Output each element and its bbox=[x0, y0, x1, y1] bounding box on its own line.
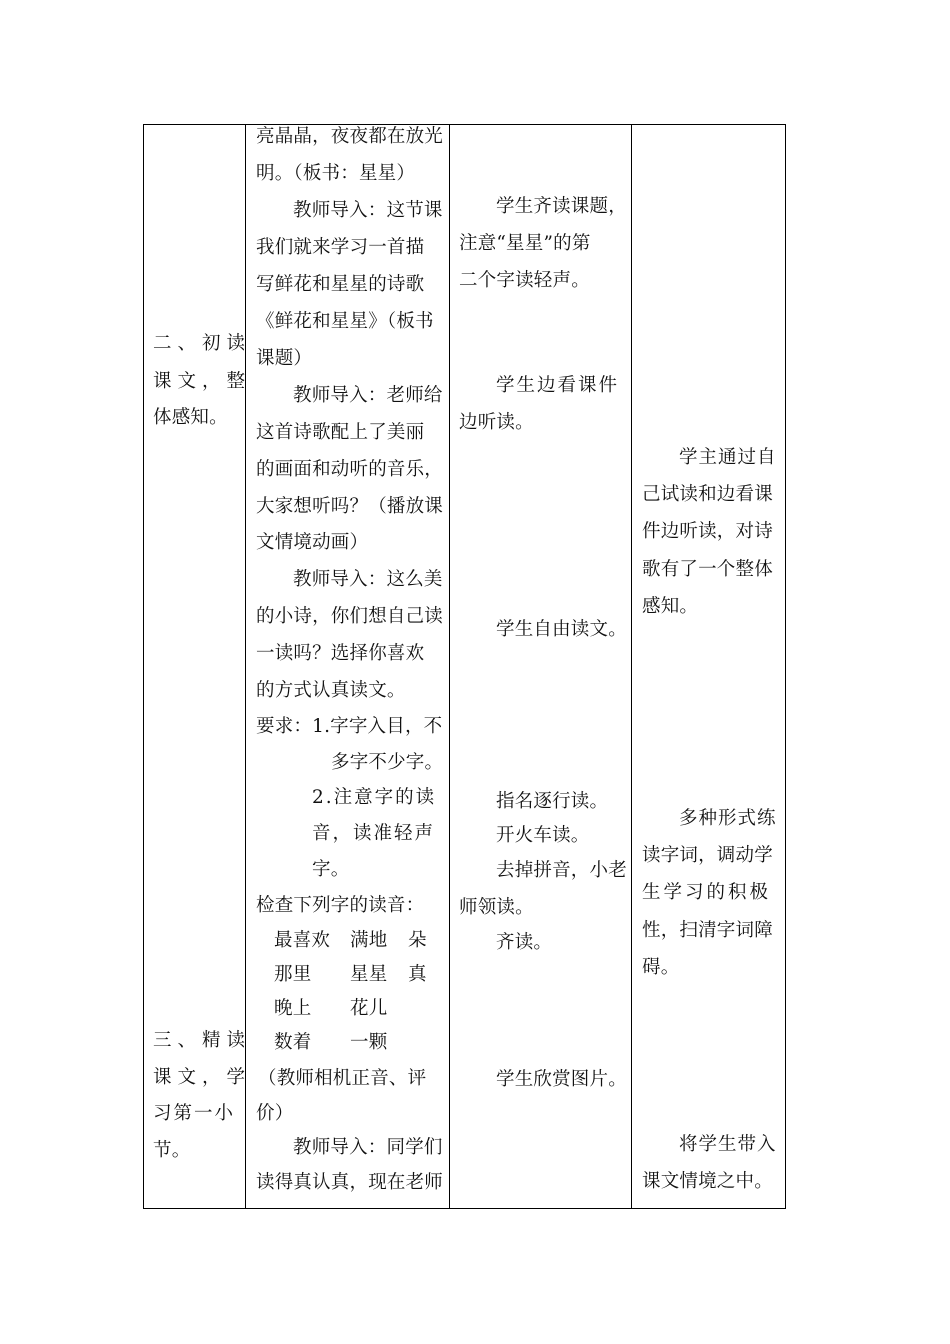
student-text: 边听读。 bbox=[459, 412, 534, 433]
word-item: 一颗 bbox=[350, 1032, 388, 1053]
intent-text: 己试读和边看课 bbox=[642, 484, 773, 505]
teacher-text: 价） bbox=[256, 1103, 294, 1124]
intent-text: 生学习的积极 bbox=[642, 882, 772, 903]
word-item: 朵 bbox=[408, 930, 427, 951]
teacher-text: 2.注意字的读 bbox=[312, 787, 437, 808]
teacher-text: 这首诗歌配上了美丽 bbox=[256, 422, 425, 443]
word-item: 星星 bbox=[350, 964, 388, 985]
teacher-text: 文情境动画） bbox=[256, 532, 369, 553]
student-text: 学生齐读课题， bbox=[496, 196, 627, 217]
student-text: 去掉拼音，小老 bbox=[496, 860, 627, 881]
column-divider bbox=[449, 124, 450, 1209]
student-text: 指名逐行读。 bbox=[496, 791, 609, 812]
word-item: 最喜欢 bbox=[274, 930, 331, 951]
teacher-text: 要求：1.字字入目，不 bbox=[256, 716, 443, 737]
teacher-text: 教师导入：这么美 bbox=[293, 569, 443, 590]
word-item: 晚上 bbox=[274, 998, 312, 1019]
teacher-text: 课题） bbox=[256, 348, 313, 369]
teacher-text: 我们就来学习一首描 bbox=[256, 237, 425, 258]
teacher-text: 写鲜花和星星的诗歌 bbox=[256, 274, 425, 295]
intent-text: 歌有了一个整体 bbox=[642, 559, 773, 580]
teacher-text: 的方式认真读文。 bbox=[256, 680, 406, 701]
teacher-text: 的小诗，你们想自己读 bbox=[256, 606, 444, 627]
intent-text: 读字词，调动学 bbox=[642, 845, 773, 866]
intent-text: 感知。 bbox=[642, 596, 699, 617]
section-heading-2-line3: 体感知。 bbox=[153, 407, 228, 428]
intent-text: 学主通过自 bbox=[679, 447, 777, 468]
word-item: 那里 bbox=[274, 964, 312, 985]
word-item: 真 bbox=[408, 964, 427, 985]
intent-text: 多种形式练 bbox=[679, 808, 777, 829]
teacher-text: 音，读准轻声 bbox=[312, 823, 436, 844]
column-divider bbox=[631, 124, 632, 1209]
teacher-text: 大家想听吗？（播放课 bbox=[256, 496, 444, 517]
section-heading-3-line2: 课文，学 bbox=[153, 1067, 252, 1088]
student-text: 二个字读轻声。 bbox=[459, 270, 590, 291]
student-text: 学生自由读文。 bbox=[496, 619, 627, 640]
word-item: 数着 bbox=[274, 1032, 312, 1053]
section-heading-3-line3: 习第一小 bbox=[153, 1103, 236, 1124]
teacher-text: （教师相机正音、评 bbox=[258, 1068, 427, 1089]
teacher-text: 字。 bbox=[312, 859, 350, 880]
teacher-text: 的画面和动听的音乐， bbox=[256, 459, 444, 480]
teacher-text: 教师导入：同学们 bbox=[293, 1137, 443, 1158]
section-heading-2-line1: 二、初读 bbox=[153, 333, 252, 354]
teacher-text: 多字不少字。 bbox=[331, 752, 444, 773]
word-item: 满地 bbox=[350, 930, 388, 951]
student-text: 学生边看课件 bbox=[496, 375, 620, 396]
teacher-text: 教师导入：这节课 bbox=[293, 200, 443, 221]
section-heading-2-line2: 课文，整 bbox=[153, 371, 252, 392]
student-text: 齐读。 bbox=[496, 932, 553, 953]
student-text: 师领读。 bbox=[459, 897, 534, 918]
intent-text: 性，扫清字词障 bbox=[642, 920, 773, 941]
section-heading-3-line4: 节。 bbox=[153, 1140, 191, 1161]
intent-text: 碍。 bbox=[642, 957, 680, 978]
student-text: 学生欣赏图片。 bbox=[496, 1069, 627, 1090]
student-text: 开火车读。 bbox=[496, 825, 590, 846]
student-text: 注意“星星”的第 bbox=[459, 233, 591, 254]
teacher-text: 检查下列字的读音： bbox=[256, 895, 425, 916]
intent-text: 课文情境之中。 bbox=[642, 1171, 773, 1192]
intent-text: 件边听读，对诗 bbox=[642, 521, 773, 542]
teacher-text: 教师导入：老师给 bbox=[293, 385, 443, 406]
teacher-text: 一读吗？选择你喜欢 bbox=[256, 643, 425, 664]
teacher-text: 读得真认真，现在老师 bbox=[256, 1172, 444, 1193]
teacher-text: 《鲜花和星星》（板书 bbox=[256, 311, 434, 332]
section-heading-3-line1: 三、精读 bbox=[153, 1030, 252, 1051]
intent-text: 将学生带入 bbox=[679, 1134, 777, 1155]
teacher-text: 亮晶晶，夜夜都在放光 bbox=[256, 126, 444, 147]
teacher-text: 明。（板书：星星） bbox=[256, 163, 416, 184]
word-item: 花儿 bbox=[350, 998, 388, 1019]
